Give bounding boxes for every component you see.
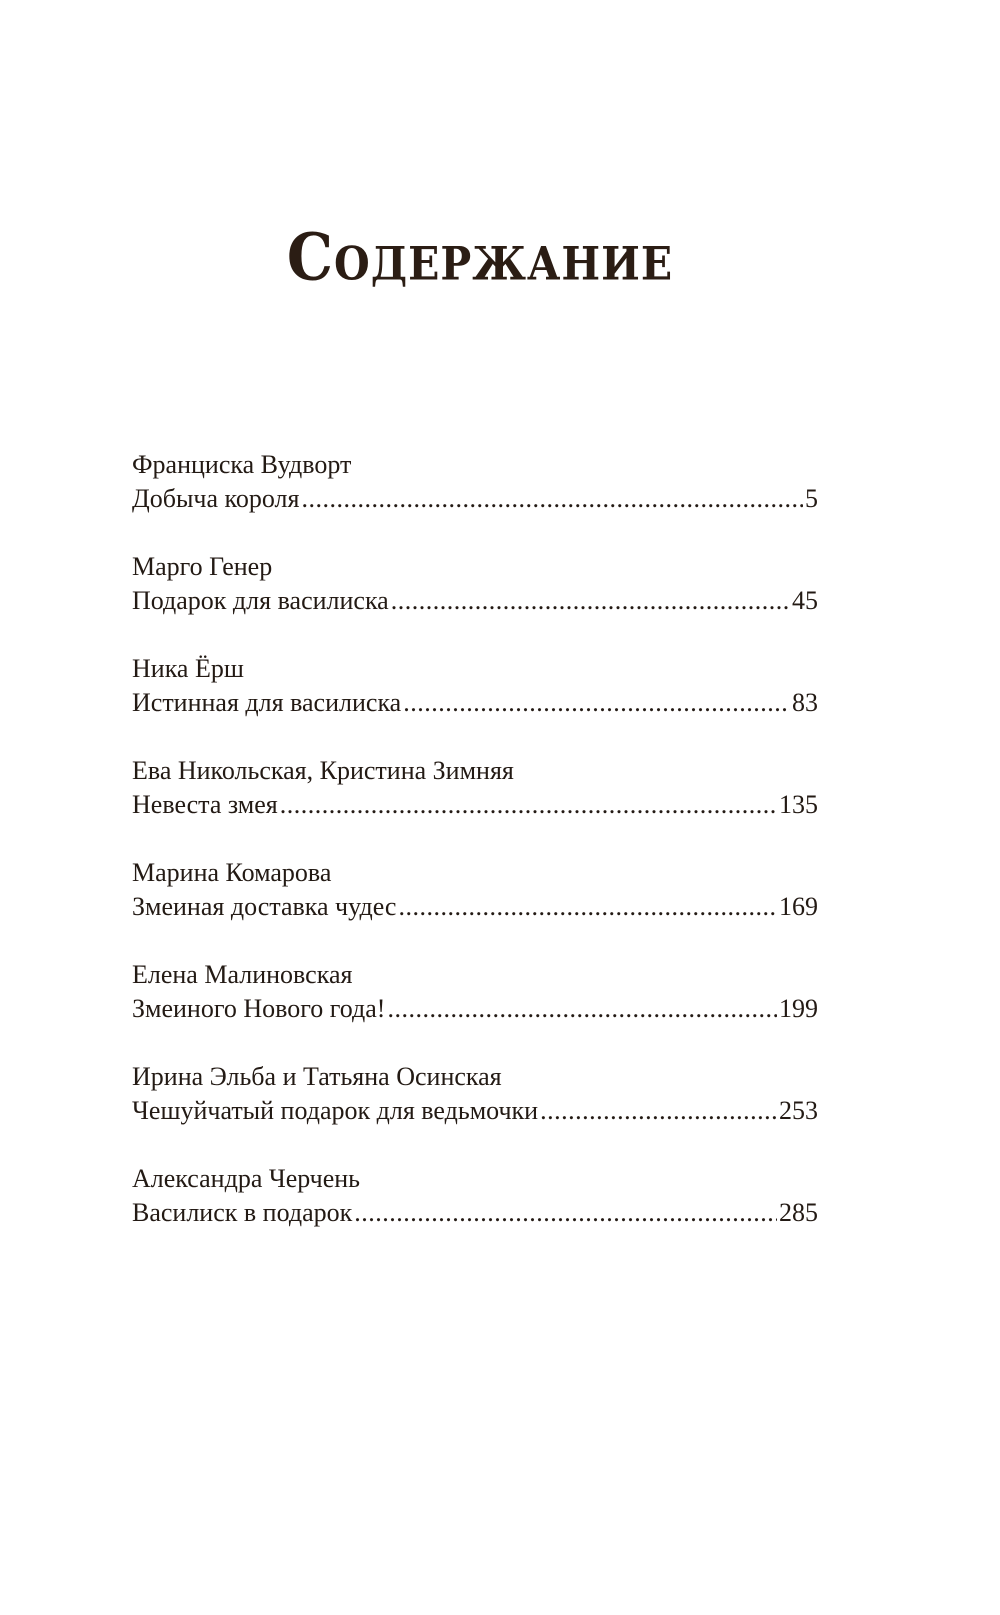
toc-entry: [132, 448, 818, 550]
toc-dot-leader: [540, 1094, 777, 1128]
toc-entry: [132, 652, 818, 754]
table-of-contents: [132, 448, 818, 1264]
toc-dot-leader: [403, 686, 790, 720]
toc-page-number: 5: [805, 484, 818, 513]
toc-author: Марго Генер: [132, 552, 273, 581]
toc-dot-leader: [354, 1196, 777, 1230]
toc-author: Франциска Вудворт: [132, 450, 352, 479]
toc-story-title: Подарок для василиска: [132, 586, 389, 615]
toc-page-number: 45: [792, 586, 818, 615]
toc-entry: [132, 1162, 818, 1264]
toc-page-number: 253: [779, 1096, 818, 1125]
toc-story-title: Чешуйчатый подарок для ведьмочки: [132, 1096, 539, 1125]
toc-entry: [132, 958, 818, 1060]
toc-entry: [132, 550, 818, 652]
toc-story-title: Истинная для василиска: [132, 688, 402, 717]
toc-entry: [132, 1060, 818, 1162]
toc-line: [132, 890, 818, 924]
toc-line: [132, 992, 818, 1026]
toc-page-number: 285: [779, 1198, 818, 1227]
toc-author: Елена Малиновская: [132, 960, 353, 989]
toc-line: [132, 584, 818, 618]
toc-line: [132, 686, 818, 720]
toc-author: Александра Черчень: [132, 1164, 361, 1193]
toc-dot-leader: [387, 992, 777, 1026]
toc-author: Ирина Эльба и Татьяна Осинская: [132, 1062, 502, 1091]
toc-page-number: 135: [779, 790, 818, 819]
toc-line: [132, 788, 818, 822]
toc-story-title: Змеиного Нового года!: [132, 994, 386, 1023]
toc-story-title: Невеста змея: [132, 790, 278, 819]
toc-page-number: 83: [792, 688, 818, 717]
toc-author: Ника Ёрш: [132, 654, 244, 683]
toc-story-title: Змеиная доставка чудес: [132, 892, 397, 921]
toc-author: Ева Никольская, Кристина Зимняя: [132, 756, 514, 785]
toc-dot-leader: [301, 482, 803, 516]
toc-line: [132, 1196, 818, 1230]
toc-dot-leader: [398, 890, 777, 924]
toc-page-number: 199: [779, 994, 818, 1023]
toc-dot-leader: [391, 584, 790, 618]
toc-entry: [132, 754, 818, 856]
toc-line: [132, 482, 818, 516]
toc-line: [132, 1094, 818, 1128]
toc-entry: [132, 856, 818, 958]
toc-author: Марина Комарова: [132, 858, 332, 887]
toc-dot-leader: [280, 788, 777, 822]
toc-page-number: 169: [779, 892, 818, 921]
toc-story-title: Василиск в подарок: [132, 1198, 353, 1227]
toc-story-title: Добыча короля: [132, 484, 300, 513]
page-title: Содержание: [286, 219, 674, 296]
